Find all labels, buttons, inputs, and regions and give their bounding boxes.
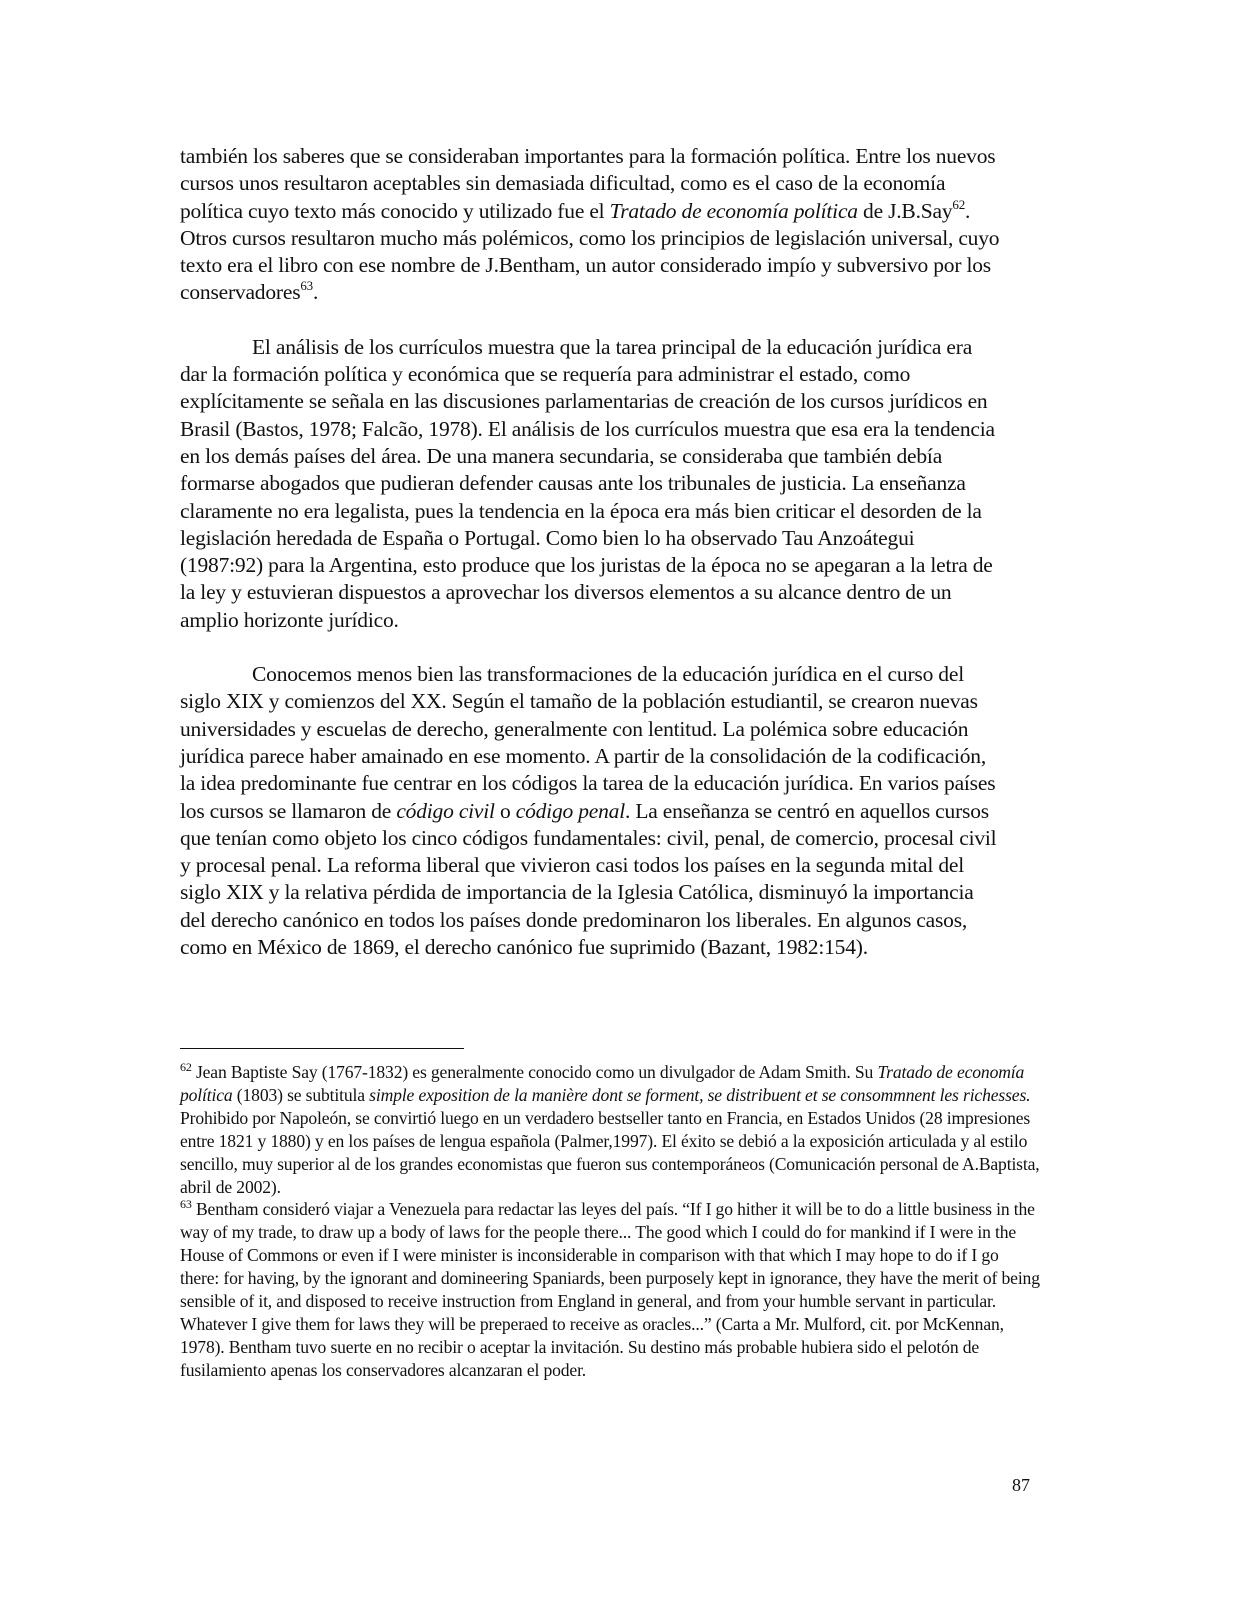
course-name-codigo-civil: código civil — [396, 798, 495, 823]
footnote-63-number: 63 — [180, 1197, 192, 1212]
footnote-ref-63[interactable]: 63 — [300, 278, 313, 294]
paragraph-2: El análisis de los currículos muestra que la tarea principal de la educación jurídica era dar la formación política y económica que se requería para administrar el estado, como explícitamente se señala en las discusiones parlamentarias de creación de los cursos jurídicos en Brasil (Bastos, 1978; Falcão, 1978). El análisis de los currículos muestra que esa era la tendencia en los demás países del área. De una manera secundaria, se consideraba que también debía formarse abogados que pudieran defender causas ante los tribunales de justicia. La enseñanza claramente no era legalista, pues la tendencia en la época era más bien criticar el desorden de la legislación heredada de España o Portugal. Como bien lo ha observado Tau Anzoátegui (1987:92) para la Argentina, esto produce que los juristas de la época no se apegaran a la letra de la ley y estuvieran dispuestos a aprovechar los diversos elementos a su alcance dentro de un amplio horizonte jurídico. — [180, 334, 995, 632]
body-text — [180, 143, 1000, 988]
paragraph-1 — [180, 143, 1000, 307]
footnote-63 — [180, 1198, 1040, 1381]
page-number: 87 — [1012, 1475, 1030, 1495]
footnote-62-text-a: Jean Baptiste Say (1767-1832) es generalmente conocido como un divulgador de Adam Smith. Su — [191, 1062, 878, 1082]
footnote-62-subtitle: simple exposition de la manière dont se forment, se distribuent et se consommnent les richesses. — [369, 1084, 1031, 1105]
footnote-separator — [180, 1048, 464, 1049]
paragraph-3 — [180, 661, 1000, 961]
footnote-62-text-b: (1803) se subtitula — [232, 1084, 370, 1105]
paragraph-1-text-d: . — [312, 280, 319, 305]
footnote-62 — [180, 1061, 1040, 1198]
footnotes — [180, 1061, 1040, 1382]
paragraph-3-text-c: . La enseñanza se centró en aquellos cursos que tenían como objeto los cinco códigos fundamentales: civil, penal, de comercio, procesal civil y procesal penal. La reforma liberal que vivieron casi todos los países en la segunda mital del siglo XIX y la relativa pérdida de importancia de la Iglesia Católica, disminuyó la importancia del derecho canónico en todos los países donde predominaron los liberales. En algunos casos, como en México de 1869, el derecho canónico fue suprimido (Bazant, 1982:154). — [180, 798, 997, 960]
paragraph-1-text-b: de J.B.Say — [857, 198, 953, 223]
course-name-codigo-penal: código penal — [515, 798, 625, 823]
paragraph-3-text-a: Conocemos menos bien las transformaciones de la educación jurídica en el curso del siglo XIX y comienzos del XX. Según el tamaño de la población estudiantil, se crearon nuevas universidades y escuelas de derecho, generalmente con lentitud. La polémica sobre educación jurídica parece haber amainado en ese momento. A partir de la consolidación de la codificación, la idea predominante fue centrar en los códigos la tarea de la educación jurídica. En varios países los cursos se llamaron de — [180, 662, 996, 823]
paragraph-1-text-a: también los saberes que se consideraban importantes para la formación política. Entre los nuevos cursos unos resultaron aceptables sin demasiada dificultad, como es el caso de la economía política cuyo texto más conocido y utilizado fue el — [180, 144, 996, 223]
paragraph-1-text-c: . Otros cursos resultaron mucho más polémicos, como los principios de legislación universal, cuyo texto era el libro con ese nombre de J.Bentham, un autor considerado impío y subversivo por los conservadores — [180, 198, 1000, 305]
footnote-62-text-c: Prohibido por Napoleón, se convirtió luego en un verdadero bestseller tanto en Francia, en Estados Unidos (28 impresiones entre 1821 y 1880) y en los países de lengua española (Palmer,1997). El éxito se debió a la exposición articulada y al estilo sencillo, muy superior al de los grandes economistas que fueron sus contemporáneos (Comunicación personal de A.Baptista, abril de 2002). — [180, 1107, 1040, 1197]
footnote-62-number: 62 — [180, 1060, 192, 1074]
footnote-63-text: Bentham consideró viajar a Venezuela para redactar las leyes del país. “If I go hither it will be to do a little business in the way of my trade, to draw up a body of laws for the people there... The good which I could do for mankind if I were in the House of Commons or even if I were minister is inconsiderable in comparison with that which I may hope to do if I go there: for having, by the ignorant and domineering Spaniards, been purposely kept in ignorance, they have the merit of being sensible of it, and disposed to receive instruction from England in general, and from your humble servant in particular. Whatever I give them for laws they will be preperaed to receive as oracles...” (Carta a Mr. Mulford, cit. por McKennan, 1978). Bentham tuvo suerte en no recibir o aceptar la invitación. Su destino más probable hubiera sido el pelotón de fusilamiento apenas los conservadores alcanzaran el poder. — [180, 1199, 1040, 1380]
footnote-ref-62[interactable]: 62 — [952, 196, 966, 212]
book-title-tratado: Tratado de economía política — [609, 198, 858, 223]
paragraph-3-text-b: o — [494, 798, 516, 823]
footnote-62-book-title: Tratado de economía política — [180, 1062, 1025, 1105]
